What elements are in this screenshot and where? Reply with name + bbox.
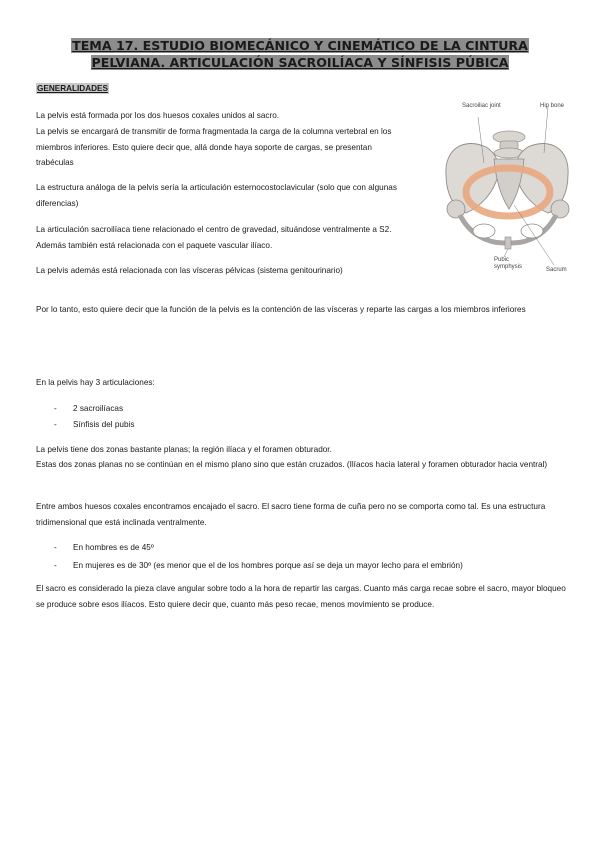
label-sacrum: Sacrum [546, 267, 567, 273]
list-item: - En mujeres es de 30º (es menor que el de los hombres porque así se deja un mayor lecho para el embrión) [36, 558, 576, 574]
pelvis-illustration [436, 97, 578, 277]
articulations-list [36, 401, 576, 432]
paragraph-8: La pelvis tiene dos zonas bastante planas; la región ilíaca y el foramen obturador. [36, 445, 332, 454]
page-title [40, 37, 560, 71]
paragraph-11: El sacro es considerado la pieza clave angular sobre todo a la hora de repartir las cargas. Cuanto más carga recae sobre el sacro, mayor bloqueo se produce sobre esos ilíacos. Esto quiere decir que, cuanto más peso recae, menos movimiento se produce. [36, 584, 566, 609]
title-line-2: PELVIANA. ARTICULACIÓN SACROILÍACA Y SÍNFISIS PÚBICA [91, 55, 509, 70]
list-item: - Sínfisis del pubis [36, 417, 576, 433]
paragraph-6: Por lo tanto, esto quiere decir que la función de la pelvis es la contención de las vísceras y reparte las cargas a los miembros inferiores [36, 305, 526, 314]
paragraph-2: La pelvis se encargará de transmitir de forma fragmentada la carga de la columna vertebral en los miembros inferiores. Esto quiere decir que, allá donde haya soporte de cargas, se presentan trabéculas [36, 127, 392, 167]
paragraph-5: La pelvis además está relacionada con las vísceras pélvicas (sistema genitourinario) [36, 266, 343, 275]
sacrum-angle-list [36, 540, 576, 573]
paragraph-1: La pelvis está formada por los dos huesos coxales unidos al sacro. [36, 111, 280, 120]
paragraph-3: La estructura análoga de la pelvis sería la articulación esternocostoclavicular (solo que con algunas diferencias) [36, 183, 397, 208]
pelvis-figure [436, 97, 578, 277]
paragraph-7: En la pelvis hay 3 articulaciones: [36, 378, 155, 387]
paragraph-4: La articulación sacroilíaca tiene relacionado el centro de gravedad, situándose ventralmente a S2. Además también está relacionada con el paquete vascular ilíaco. [36, 225, 392, 250]
label-hip-bone: Hip bone [540, 103, 565, 109]
paragraph-9: Estas dos zonas planas no se continúan en el mismo plano sino que están cruzados. (Ilíacos hacia lateral y foramen obturador hacia ventral) [36, 460, 548, 469]
list-item: - En hombres es de 45º [36, 540, 576, 556]
title-line-1: TEMA 17. ESTUDIO BIOMECÁNICO Y CINEMÁTICO DE LA CINTURA [72, 38, 528, 53]
section-heading: GENERALIDADES [37, 84, 108, 93]
label-pubic-symphysis: Pubic symphysis [494, 257, 523, 270]
list-item: - 2 sacroilíacas [36, 401, 576, 417]
paragraph-10: Entre ambos huesos coxales encontramos encajado el sacro. El sacro tiene forma de cuña pero no se comporta como tal. Es una estructura tridimensional que está inclinada ventralmente. [36, 502, 546, 527]
label-sacroiliac-joint: Sacroiliac joint [462, 103, 501, 109]
